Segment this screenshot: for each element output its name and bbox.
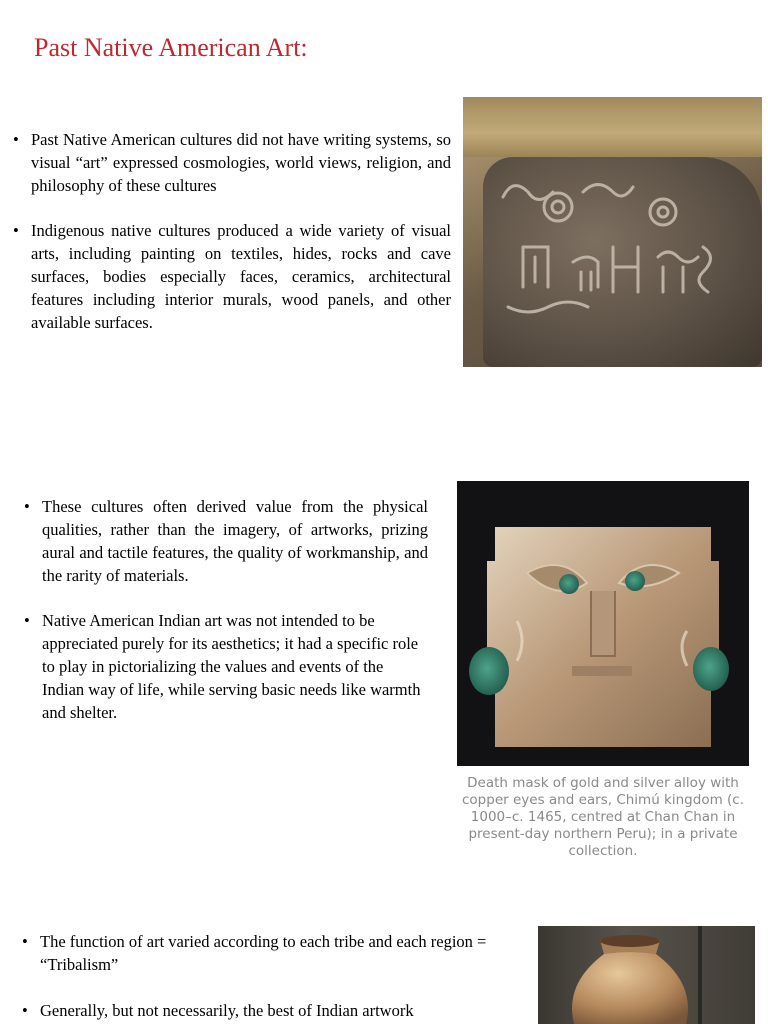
bullet-list-section-3: [22, 930, 500, 1022]
bullet-text: Past Native American cultures did not have writing systems, so visual “art” expressed cosmologies, world views, religion, and philosophy of these cultures: [31, 130, 451, 195]
bullet-icon: •: [24, 611, 30, 630]
list-item: [24, 495, 428, 587]
bullet-icon: •: [22, 932, 28, 951]
bullet-icon: •: [13, 221, 19, 240]
bullet-icon: •: [13, 130, 19, 149]
bullet-list-section-1: [13, 128, 451, 334]
petroglyph-carvings: [463, 97, 762, 367]
bullet-text: Generally, but not necessarily, the best of Indian artwork: [40, 1001, 414, 1020]
bullet-text: These cultures often derived value from the physical qualities, rather than the imagery, of artworks, prizing aural and tactile features, the quality of workmanship, and the rarity of materials.: [42, 497, 428, 585]
bullet-text: Indigenous native cultures produced a wide variety of visual arts, including painting on textiles, hides, rocks and cave surfaces, bodies especially faces, ceramics, architectural features including interior murals, wood panels, and other available surfaces.: [31, 221, 451, 332]
bullet-text: Native American Indian art was not intended to be appreciated purely for its aesthetics; it had a specific role to play in pictorializing the values and events of the Indian way of life, while serving basic needs like warmth and shelter.: [42, 611, 421, 722]
list-item: [13, 219, 451, 334]
list-item: [22, 930, 500, 976]
ceramic-jar-illustration: [538, 926, 755, 1024]
bullet-icon: •: [24, 497, 30, 516]
petroglyph-rock-photo: [463, 97, 762, 367]
list-item: [24, 609, 428, 724]
bullet-list-section-2: [24, 495, 428, 724]
death-mask-illustration: [457, 481, 749, 766]
image-caption: Death mask of gold and silver alloy with copper eyes and ears, Chimú kingdom (c. 1000–c. 1465, centred at Chan Chan in present-day northern Peru); in a private collection.: [462, 775, 745, 859]
chimu-death-mask-photo: [457, 481, 749, 766]
page-title: Past Native American Art:: [34, 33, 308, 62]
bullet-text: The function of art varied according to each tribe and each region = “Tribalism”: [40, 932, 487, 974]
list-item: [13, 128, 451, 197]
list-item: [22, 999, 500, 1022]
bullet-icon: •: [22, 1001, 28, 1020]
ceramic-jar-photo: [538, 926, 755, 1024]
